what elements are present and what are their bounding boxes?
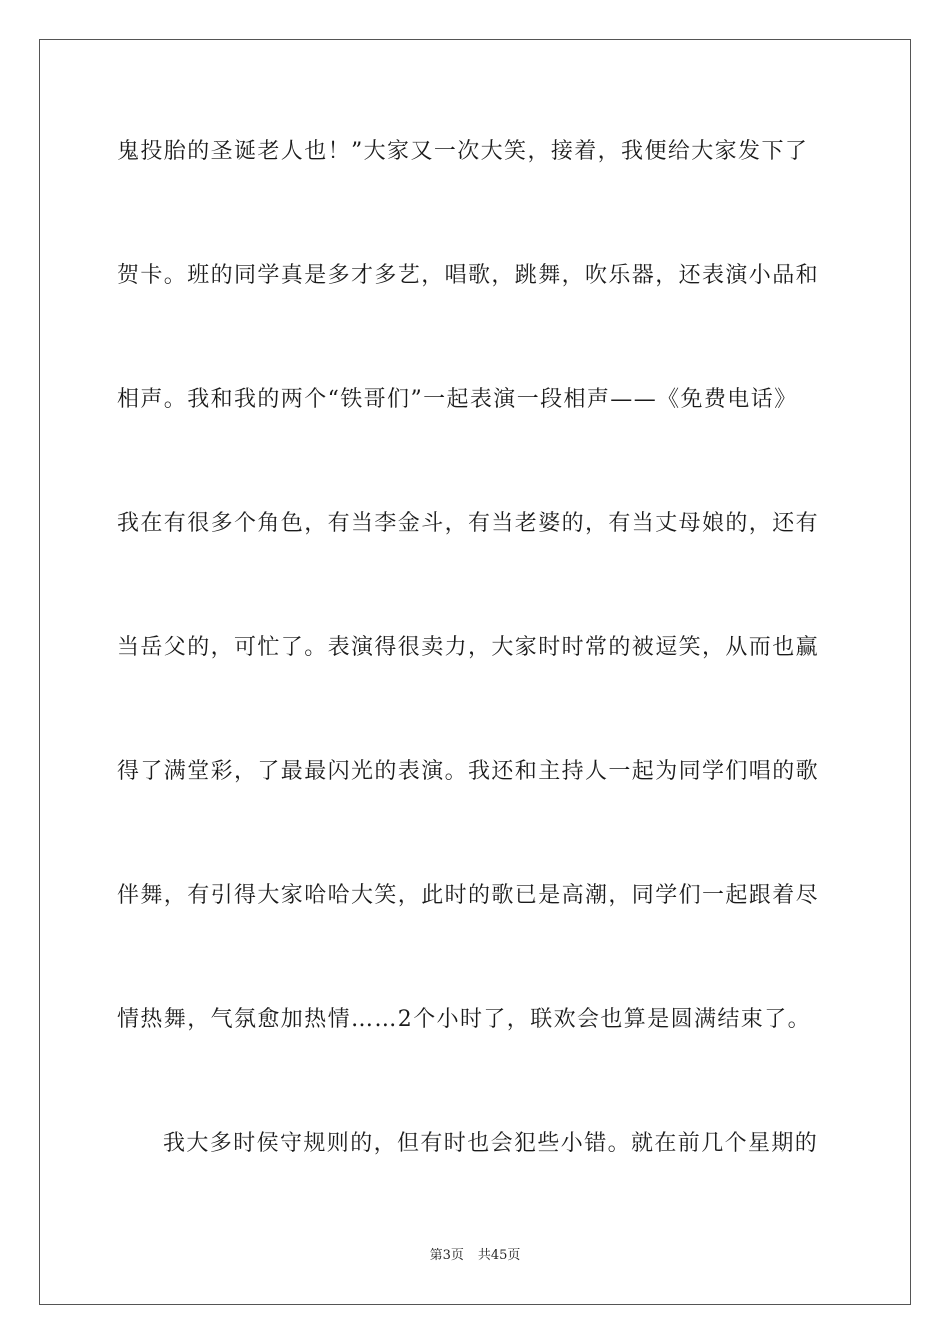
text-line: 当岳父的，可忙了。表演得很卖力，大家时时常的被逗笑，从而也赢 <box>117 635 820 660</box>
text-line: 我在有很多个角色，有当李金斗，有当老婆的，有当丈母娘的，还有 <box>117 511 820 536</box>
page-footer <box>0 1247 950 1265</box>
text-line: 伴舞，有引得大家哈哈大笑，此时的歌已是高潮，同学们一起跟着尽 <box>117 883 820 908</box>
text-line: 得了满堂彩，了最最闪光的表演。我还和主持人一起为同学们唱的歌 <box>117 759 820 784</box>
text-line: 鬼投胎的圣诞老人也！”大家又一次大笑，接着，我便给大家发下了 <box>117 139 809 164</box>
paragraph-start-line: 我大多时侯守规则的，但有时也会犯些小错。就在前几个星期的 <box>163 1131 819 1156</box>
text-line: 情热舞，气氛愈加热情……2个小时了，联欢会也算是圆满结束了。 <box>117 1007 811 1032</box>
text-line: 贺卡。班的同学真是多才多艺，唱歌，跳舞，吹乐器，还表演小品和 <box>117 263 820 288</box>
text-line: 相声。我和我的两个“铁哥们”一起表演一段相声——《免费电话》 <box>117 387 798 412</box>
page-frame <box>39 39 911 1305</box>
total-page-count: 共45页 <box>477 1248 521 1263</box>
current-page-number: 第3页 <box>429 1248 464 1263</box>
